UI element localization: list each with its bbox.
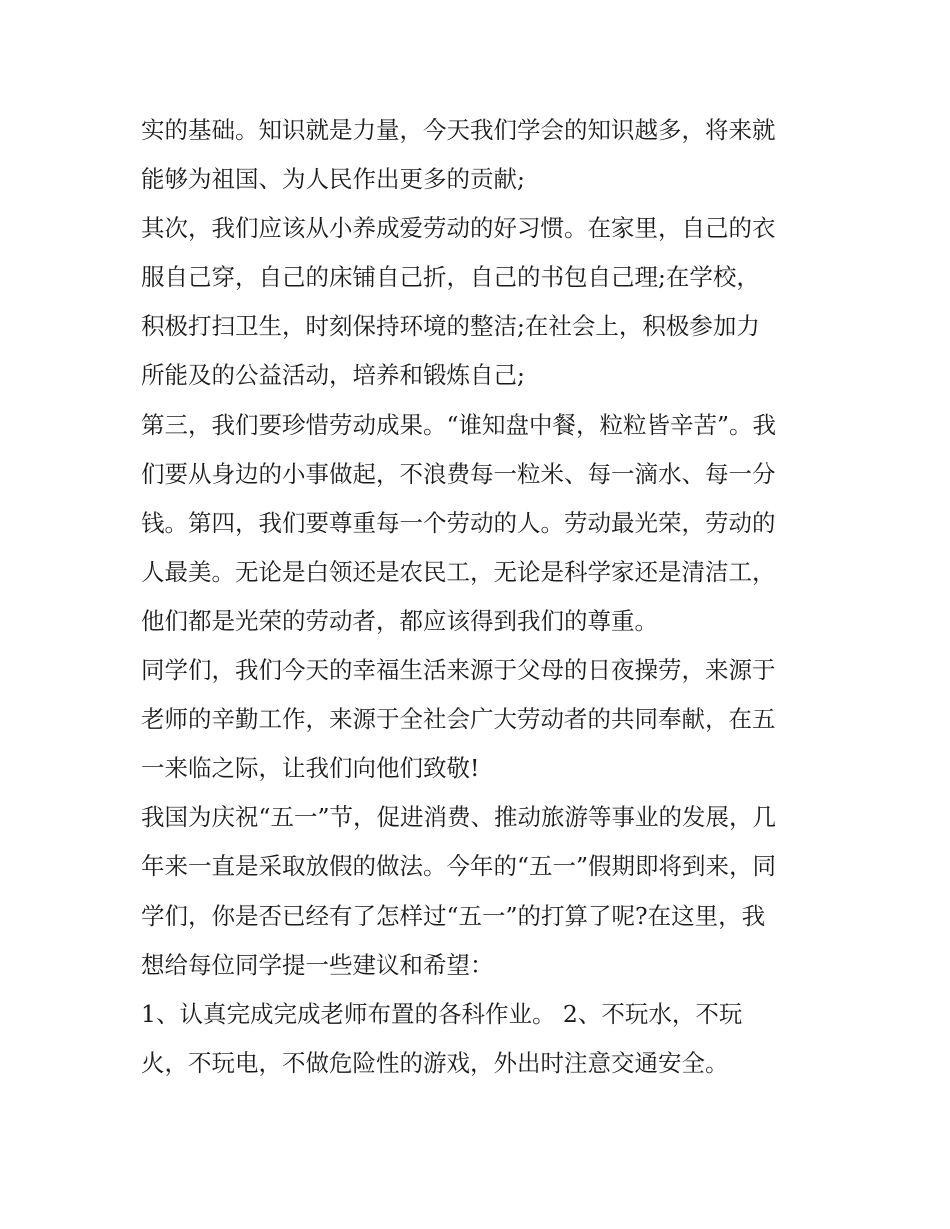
text-line: 能够为祖国、为人民作出更多的贡献;: [141, 165, 525, 194]
text-line: 所能及的公益活动，培养和锻炼自己;: [141, 361, 525, 390]
text-line: 我国为庆祝“五一”节，促进消费、推动旅游等事业的发展，几: [141, 803, 777, 832]
text-line: 他们都是光荣的劳动者，都应该得到我们的尊重。: [141, 606, 658, 635]
text-line: 实的基础。知识就是力量，今天我们学会的知识越多，将来就: [141, 116, 776, 144]
text-line: 1、认真完成完成老师布置的各科作业。 2、不玩水，不玩: [141, 999, 743, 1028]
text-line: 同学们，我们今天的幸福生活来源于父母的日夜操劳，来源于: [141, 656, 776, 685]
text-line: 人最美。无论是白领还是农民工，无论是科学家还是清洁工，: [141, 557, 776, 586]
text-line: 年来一直是采取放假的做法。今年的“五一”假期即将到来，同: [141, 852, 777, 881]
text-line: 服自己穿，自己的床铺自己折，自己的书包自己理;在学校，: [141, 263, 760, 292]
text-line: 积极打扫卫生，时刻保持环境的整洁;在社会上，积极参加力: [141, 312, 760, 341]
text-line: 老师的辛勤工作，来源于全社会广大劳动者的共同奉献，在五: [141, 705, 776, 734]
text-line: 们要从身边的小事做起，不浪费每一粒米、每一滴水、每一分: [141, 459, 776, 488]
text-line: 学们，你是否已经有了怎样过“五一”的打算了呢?在这里，我: [141, 901, 766, 930]
text-line: 其次，我们应该从小养成爱劳动的好习惯。在家里，自己的衣: [141, 214, 776, 243]
text-line: 火，不玩电，不做危险性的游戏，外出时注意交通安全。: [141, 1048, 729, 1077]
text-line: 想给每位同学提一些建议和希望：: [141, 950, 494, 979]
text-line: 第三，我们要珍惜劳动成果。“谁知盘中餐，粒粒皆辛苦”。我: [141, 410, 777, 439]
text-line: 钱。第四，我们要尊重每一个劳动的人。劳动最光荣，劳动的: [141, 508, 776, 537]
text-line: 一来临之际，让我们向他们致敬!: [141, 754, 480, 783]
body-text: [141, 106, 821, 1088]
